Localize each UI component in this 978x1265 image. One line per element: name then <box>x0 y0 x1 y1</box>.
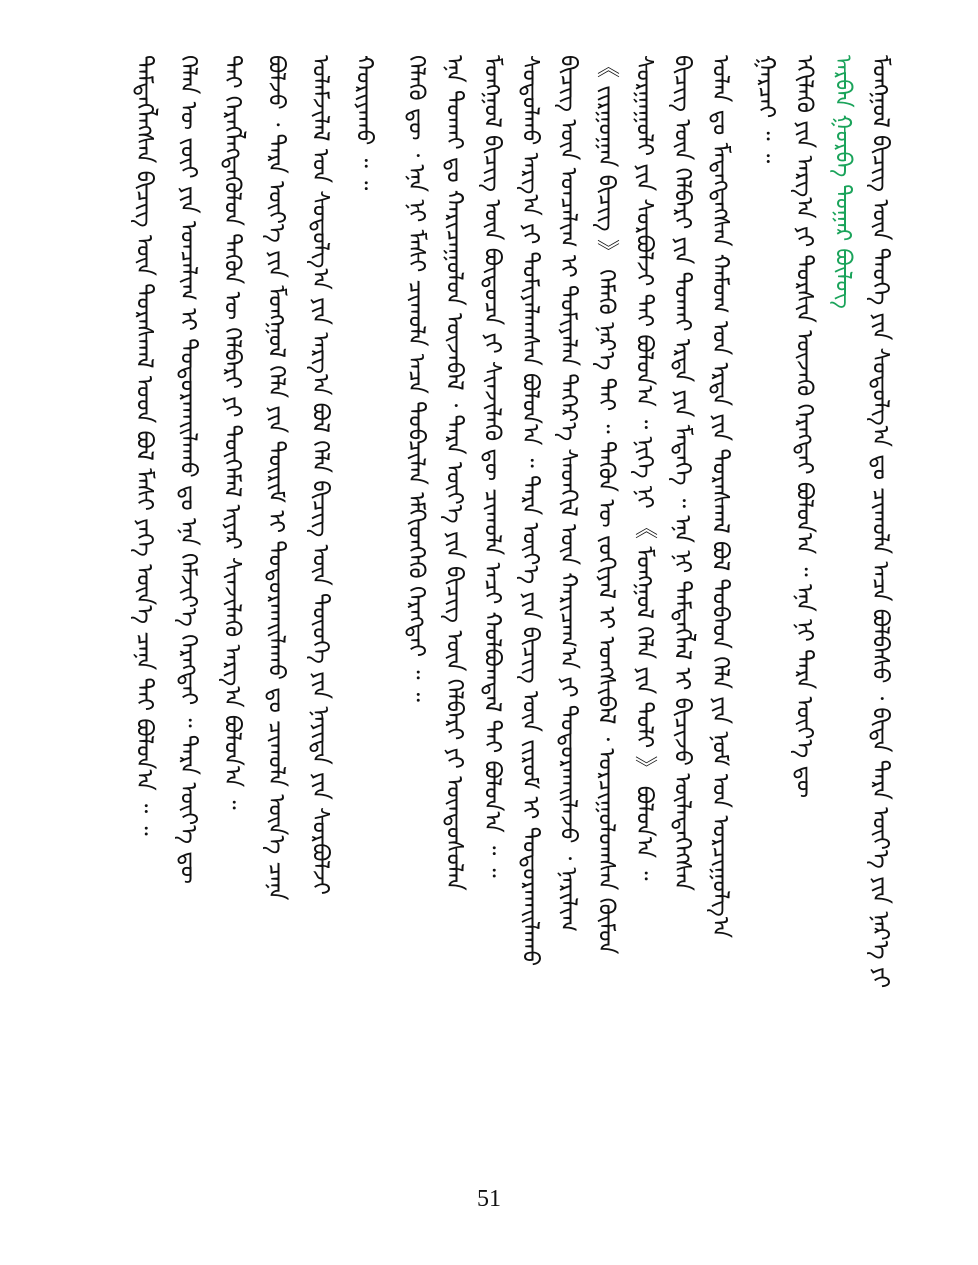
text-line: ᠬᠡᠯᠡᠨ ᠦ ᠵᠦᠢ ᠶᠢᠨ ᠣᠨᠴᠠᠯᠢᠭ ᠢ ᠲᠣᠳᠤᠷᠬᠠᠢᠯᠠᠬᠤ ᠳᠤ ᠡᠨᠡ ᠬᠡᠮᠵᠢᠶ᠎ᠡ ᠬᠡᠷᠡᠭᠲᠡᠢ ᠃ ᠲᠡᠷᠡ ᠦᠶ᠎ᠡ ᠳᠦ <box>175 55 201 884</box>
text-line: ᠪᠢᠴᠢᠭ᠌ ᠦᠨ ᠣᠨᠴᠠᠯᠢᠭ ᠢ ᠲᠣᠮᠢᠶᠠᠯᠠᠨ ᠳᠡᠭᠡᠷ᠎ᠡ ᠰᠡᠳᠬᠢᠯ ᠦᠨ ᠬᠠᠷᠢᠴᠠᠭ᠎ᠠ ᠶᠢ ᠲᠣᠳᠤᠷᠬᠠᠢᠯᠠᠵᠤ ᠂ ᠨᠠᠷᠢᠯᠢᠭ <box>555 55 581 932</box>
text-line: ᠬᠣᠷᠢᠶᠠᠬᠤ ᠃ ᠃ <box>351 55 377 191</box>
text-line: ᠪᠢᠴᠢᠭ᠌ ᠦᠨ ᠬᠡᠯᠪᠡᠷᠢ ᠶᠢᠨ ᠲᠤᠬᠠᠢ ᠡᠷᠲᠡ ᠶᠢᠨ ᠮᠡᠳᠡᠭᠡ ᠃ ᠡᠨᠡ ᠨᠢ ᠲᠡᠮᠳᠡᠭᠯᠡᠯ ᠢ ᠪᠢᠴᠢᠵᠦ ᠦᠯᠡᠳᠡᠭᠡᠭᠰᠡᠨ <box>669 55 695 891</box>
text-line: ᠰᠤᠳᠤᠯᠬᠤ ᠠᠷᠭ᠎ᠠ ᠶᠢ ᠲᠣᠮᠢᠶᠠᠯᠠᠭᠰᠠᠨ ᠪᠣᠯᠤᠨ᠎ᠠ ᠃ ᠲᠡᠷᠡ ᠦᠶ᠎ᠡ ᠶᠢᠨ ᠪᠢᠴᠢᠭ᠌ ᠦᠨ ᠵᠢᠷᠤᠮ ᠢ ᠲᠣᠳᠤᠷᠬᠠᠢᠯᠠᠬᠤ <box>517 55 543 967</box>
vertical-text-body <box>100 55 893 1225</box>
text-line: ᠮᠣᠩᠭᠣᠯ ᠪᠢᠴᠢᠭ᠌ ᠦᠨ ᠪᠦᠲᠦᠴᠡ ᠶᠢ ᠰᠢᠨᠵᠢᠯᠡᠬᠦ ᠳᠦ ᠴᠢᠬᠤᠯᠠ ᠠᠴᠢ ᠬᠣᠯᠪᠣᠭᠳᠠᠯ ᠲᠠᠢ ᠪᠣᠯᠤᠨ᠎ᠠ ᠃ ᠃ <box>479 55 505 878</box>
text-line: ᠤᠯᠠᠮᠵᠢᠯᠠᠯ ᠤᠨ ᠰᠤᠳᠤᠯᠭ᠎ᠠ ᠶᠢᠨ ᠠᠷᠭ᠎ᠠ ᠪᠣᠯ ᠬᠡᠯᠡ ᠪᠢᠴᠢᠭ᠌ ᠦᠨ ᠲᠦᠦᠬᠡ ᠶᠢᠨ ᠨᠡᠶᠢᠲᠡ ᠶᠢᠨ ᠰᠤᠷᠪᠤᠯᠵᠢ <box>307 55 333 895</box>
text-line: ᠬᠡᠯᠡᠬᠦ ᠳᠦ ᠂ ᠡᠨᠡ ᠨᠢ ᠮᠠᠰᠢ ᠴᠢᠬᠤᠯᠠ ᠠᠴᠠ ᠳᠣᠪᠴᠢᠯᠠᠨ ᠡᠮᠬᠢᠳᠬᠡᠬᠦ ᠬᠡᠷᠡᠭᠲᠡᠢ ᠃ ᠃ <box>403 55 429 702</box>
text-line: ᠰᠤᠷᠭᠠᠭᠤᠯᠢ ᠶᠢᠨ ᠰᠤᠷᠪᠤᠯᠵᠢ ᠲᠠᠢ ᠪᠣᠯᠤᠨ᠎ᠠ ᠃ ᠨᠢᠭᠡ ᠨᠢ 《 ᠮᠣᠩᠭᠣᠯ ᠬᠡᠯᠡ ᠶᠢᠨ ᠲᠣᠯᠢ 》 ᠪᠣᠯᠤᠨ᠎ᠠ ᠃ <box>631 55 657 881</box>
text-line: ᠪᠣᠯᠵᠤ ᠂ ᠲᠡᠷᠡ ᠦᠶ᠎ᠡ ᠶᠢᠨ ᠮᠣᠩᠭᠣᠯ ᠬᠡᠯᠡ ᠶᠢᠨ ᠳᠦᠷᠢᠮ ᠢ ᠲᠣᠳᠤᠷᠬᠠᠢᠯᠠᠬᠤ ᠳᠤ ᠴᠢᠬᠤᠯᠠ ᠦᠨ᠎ᠡ ᠴᠡᠨᠡ <box>263 55 289 901</box>
text-line: ᠡᠨᠡ ᠲᠤᠬᠠᠢ ᠳᠤ ᠬᠠᠷᠢᠴᠠᠭᠤᠯᠤᠨ ᠦᠵᠡᠪᠡᠯ ᠂ ᠲᠡᠷᠡ ᠦᠶ᠎ᠡ ᠶᠢᠨ ᠪᠢᠴᠢᠭ᠌ ᠦᠨ ᠬᠡᠯᠪᠡᠷᠢ ᠶᠢ ᠦᠨᠳᠦᠰᠦᠯᠡᠨ <box>441 55 467 891</box>
text-line: ᠮᠣᠩᠭᠣᠯ ᠪᠢᠴᠢᠭ᠌ ᠦᠨ ᠲᠡᠦᠬᠡ ᠶᠢᠨ ᠰᠤᠳᠤᠯᠭ᠎ᠠ ᠳᠤ ᠴᠢᠬᠤᠯᠠ ᠠᠴᠠ ᠪᠣᠯᠪᠠᠰᠤ ᠂ ᠪᠢᠳᠡ ᠲᠡᠷᠡ ᠦᠶ᠎ᠡ ᠶᠢᠨ ᠨᠡᠷ᠎ᠡ ᠶᠢ <box>867 55 893 989</box>
text-line: ᠭᠠᠷᠴᠠᠢ ᠃ ᠃ <box>753 55 779 164</box>
section-heading: ᠠᠷᠪᠠᠨ ᠭᠤᠷᠪᠠ ᠳᠤᠭᠠᠷ ᠪᠦᠯᠦᠭ <box>830 55 855 309</box>
text-line: ᠣᠯᠠᠨ ᠳᠤ ᠮᠡᠳᠡᠭᠳᠡᠭᠰᠡᠨ ᠬᠠᠮᠤᠭ ᠤᠨ ᠡᠷᠲᠡ ᠶᠢᠨ ᠳᠤᠷᠠᠰᠬᠠᠯ ᠪᠣᠯ ᠲᠣᠪᠡᠳ ᠬᠡᠯᠡ ᠶᠢᠨ ᠨᠣᠮ ᠤᠨ ᠣᠷᠴᠢᠭᠤᠯᠭ᠎ᠠ <box>707 55 733 939</box>
text-line: ᠡᠬᠢᠯᠡᠬᠦ ᠶᠢᠨ ᠠᠷᠭ᠎ᠠ ᠶᠢ ᠲᠤᠷᠰᠢᠨ ᠦᠵᠡᠬᠦ ᠬᠡᠷᠡᠭᠲᠡᠢ ᠪᠣᠯᠤᠨ᠎ᠠ ᠃ ᠡᠨᠡ ᠨᠢ ᠲᠡᠷᠡ ᠦᠶ᠎ᠡ ᠳᠦ <box>791 55 817 799</box>
page-number: 51 <box>477 1186 501 1212</box>
text-line: ᠲᠠᠢ ᠬᠡᠷᠡᠭᠯᠡᠭᠳᠡᠭᠦᠯᠦᠨ ᠲᠡᠭᠦᠨ ᠦ ᠬᠡᠯᠪᠡᠷᠢ ᠶᠢ ᠲᠦᠭᠡᠮᠡᠯ ᠢᠶᠡᠷ ᠰᠢᠨᠵᠢᠯᠡᠬᠦ ᠠᠷᠭ᠎ᠠ ᠪᠣᠯᠤᠨ᠎ᠠ ᠃ <box>219 55 245 810</box>
text-line: 《 ᠵᠢᠷᠭᠤᠭᠠᠨ ᠪᠢᠴᠢᠭ᠌ 》 ᠬᠡᠮᠡᠬᠦ ᠨᠡᠷ᠎ᠡ ᠲᠠᠢ ᠃ ᠲᠡᠭᠦᠨ ᠦ ᠵᠣᠬᠢᠶᠠᠯ ᠢ ᠤᠨᠭᠰᠢᠪᠠᠯ ᠂ ᠣᠷᠴᠢᠭᠤᠯᠤᠭᠰᠠᠨ ᠬᠦᠮᠦᠨ <box>593 55 619 955</box>
text-line: ᠲᠡᠮᠳᠡᠭᠯᠡᠭᠰᠡᠨ ᠪᠢᠴᠢᠭ᠌ ᠦᠨ ᠳᠤᠷᠠᠰᠬᠠᠯ ᠤᠳ ᠪᠣᠯ ᠮᠠᠰᠢ ᠶᠡᠬᠡ ᠦᠨ᠎ᠡ ᠴᠡᠨᠡ ᠲᠠᠢ ᠪᠣᠯᠤᠨ᠎ᠠ ᠃ ᠃ <box>131 55 157 836</box>
